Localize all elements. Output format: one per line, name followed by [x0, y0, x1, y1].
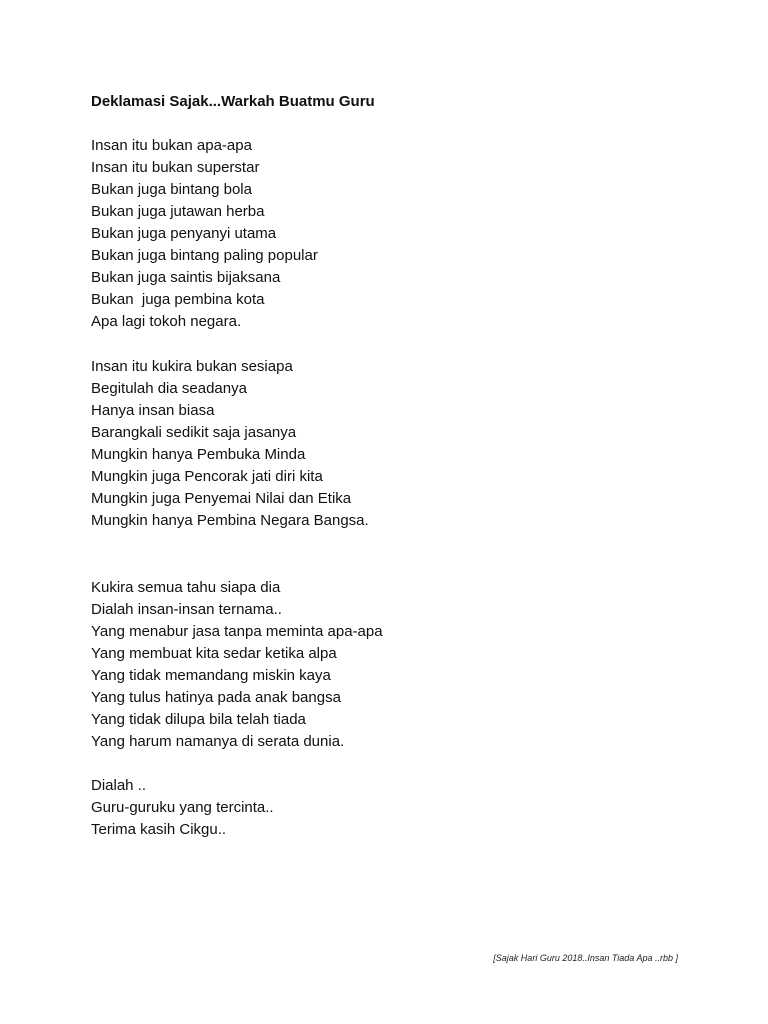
poem-line: Mungkin juga Pencorak jati diri kita — [91, 468, 323, 485]
poem-line: Yang harum namanya di serata dunia. — [91, 733, 345, 750]
poem-line: Bukan juga saintis bijaksana — [91, 269, 281, 286]
poem-line: Dialah .. — [91, 777, 147, 794]
poem-line: Yang tidak dilupa bila telah tiada — [91, 711, 306, 728]
footer-note: [Sajak Hari Guru 2018..Insan Tiada Apa ..rbb ] — [493, 953, 678, 963]
poem-line: Insan itu kukira bukan sesiapa — [91, 358, 293, 375]
poem-line: Yang menabur jasa tanpa meminta apa-apa — [91, 623, 383, 640]
poem-line: Begitulah dia seadanya — [91, 380, 247, 397]
poem-line: Bukan juga bintang bola — [91, 181, 252, 198]
poem-line: Bukan juga pembina kota — [91, 291, 265, 308]
poem-stanza-2 — [91, 356, 369, 532]
poem-line: Mungkin hanya Pembina Negara Bangsa. — [91, 512, 369, 529]
poem-line: Mungkin hanya Pembuka Minda — [91, 446, 306, 463]
poem-line: Bukan juga penyanyi utama — [91, 225, 277, 242]
poem-line: Apa lagi tokoh negara. — [91, 313, 242, 330]
poem-line: Terima kasih Cikgu.. — [91, 821, 227, 838]
poem-title: Deklamasi Sajak...Warkah Buatmu Guru — [91, 93, 375, 110]
poem-line: Yang membuat kita sedar ketika alpa — [91, 645, 337, 662]
poem-line: Kukira semua tahu siapa dia — [91, 579, 281, 596]
poem-line: Insan itu bukan superstar — [91, 159, 260, 176]
poem-line: Guru-guruku yang tercinta.. — [91, 799, 274, 816]
poem-stanza-4 — [91, 775, 274, 841]
poem-stanza-3 — [91, 577, 383, 753]
poem-line: Bukan juga jutawan herba — [91, 203, 265, 220]
poem-line: Mungkin juga Penyemai Nilai dan Etika — [91, 490, 352, 507]
poem-line: Barangkali sedikit saja jasanya — [91, 424, 297, 441]
poem-line: Hanya insan biasa — [91, 402, 215, 419]
poem-line: Yang tidak memandang miskin kaya — [91, 667, 331, 684]
poem-line: Bukan juga bintang paling popular — [91, 247, 318, 264]
poem-line: Yang tulus hatinya pada anak bangsa — [91, 689, 341, 706]
poem-line: Insan itu bukan apa-apa — [91, 137, 252, 154]
poem-stanza-1 — [91, 135, 318, 333]
poem-line: Dialah insan-insan ternama.. — [91, 601, 282, 618]
